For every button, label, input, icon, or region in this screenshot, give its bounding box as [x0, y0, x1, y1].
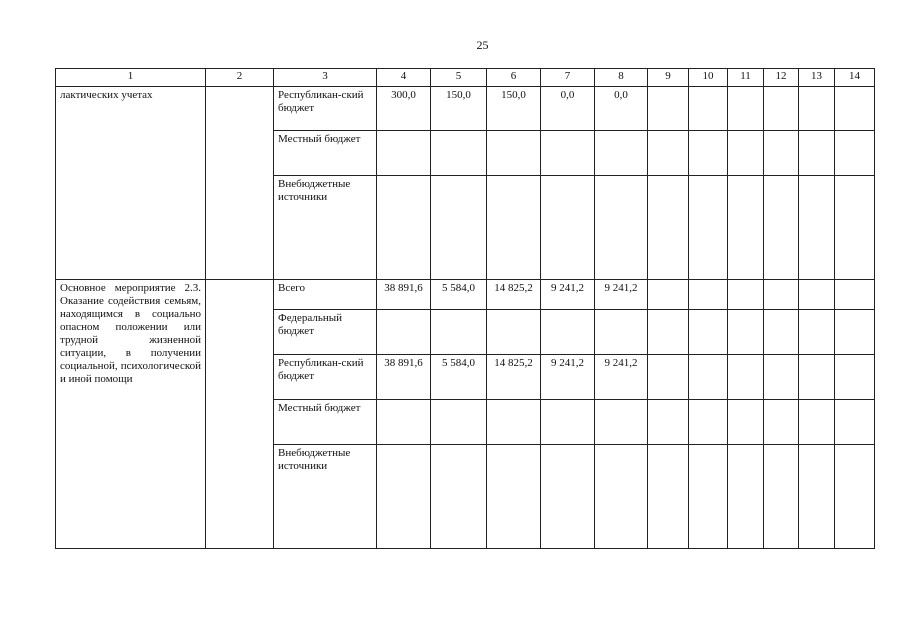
empty-cell: [728, 131, 764, 176]
value-cell: [431, 176, 487, 280]
header-row: [56, 69, 875, 87]
value-cell: 38 891,6: [377, 355, 431, 400]
empty-cell: [648, 176, 689, 280]
header-cell: 7: [541, 69, 595, 87]
empty-cell: [764, 355, 799, 400]
value-cell: [541, 131, 595, 176]
header-cell: 9: [648, 69, 689, 87]
value-cell: 9 241,2: [595, 355, 648, 400]
empty-cell: [835, 87, 875, 131]
empty-cell: [648, 445, 689, 549]
header-cell: 13: [799, 69, 835, 87]
empty-cell: [728, 310, 764, 355]
empty-cell: [728, 87, 764, 131]
value-cell: 150,0: [487, 87, 541, 131]
value-cell: 9 241,2: [541, 280, 595, 310]
value-cell: [431, 131, 487, 176]
funding-source-cell: Федеральный бюджет: [274, 310, 377, 355]
value-cell: 14 825,2: [487, 280, 541, 310]
value-cell: [595, 131, 648, 176]
value-cell: 5 584,0: [431, 280, 487, 310]
value-cell: [541, 310, 595, 355]
value-cell: [377, 310, 431, 355]
measure-cell: лактических учетах: [56, 87, 206, 280]
value-cell: [595, 400, 648, 445]
empty-cell: [764, 310, 799, 355]
empty-cell: [689, 280, 728, 310]
empty-cell: [799, 445, 835, 549]
funding-source-cell: Республикан-ский бюджет: [274, 355, 377, 400]
empty-cell: [835, 176, 875, 280]
empty-cell: [648, 355, 689, 400]
value-cell: [541, 445, 595, 549]
value-cell: 300,0: [377, 87, 431, 131]
empty-cell: [689, 131, 728, 176]
table-row: [56, 87, 875, 131]
empty-cell: [764, 445, 799, 549]
empty-cell: [689, 87, 728, 131]
empty-cell: [648, 400, 689, 445]
value-cell: [595, 176, 648, 280]
empty-cell: [799, 355, 835, 400]
empty-cell: [689, 400, 728, 445]
header-cell: 12: [764, 69, 799, 87]
executor-cell: [206, 87, 274, 280]
empty-cell: [835, 355, 875, 400]
value-cell: [487, 445, 541, 549]
empty-cell: [764, 87, 799, 131]
value-cell: [487, 310, 541, 355]
empty-cell: [689, 176, 728, 280]
empty-cell: [728, 400, 764, 445]
value-cell: [431, 310, 487, 355]
empty-cell: [835, 280, 875, 310]
empty-cell: [799, 280, 835, 310]
value-cell: [377, 445, 431, 549]
header-cell: 2: [206, 69, 274, 87]
funding-source-cell: Республикан-ский бюджет: [274, 87, 377, 131]
measure-cell: Основное мероприятие 2.3. Оказание содействия семьям, находящимся в социально опасном положении или трудной жизненной ситуации, в получении социальной, психологической и иной помощи: [56, 280, 206, 549]
header-cell: 8: [595, 69, 648, 87]
value-cell: [487, 131, 541, 176]
empty-cell: [728, 280, 764, 310]
value-cell: [595, 310, 648, 355]
header-cell: 10: [689, 69, 728, 87]
value-cell: [487, 400, 541, 445]
value-cell: 9 241,2: [595, 280, 648, 310]
value-cell: [595, 445, 648, 549]
empty-cell: [689, 355, 728, 400]
empty-cell: [799, 176, 835, 280]
empty-cell: [648, 310, 689, 355]
empty-cell: [648, 280, 689, 310]
table-row: [56, 280, 875, 310]
empty-cell: [648, 131, 689, 176]
value-cell: [431, 400, 487, 445]
empty-cell: [835, 310, 875, 355]
header-cell: 14: [835, 69, 875, 87]
value-cell: [431, 445, 487, 549]
funding-source-cell: Внебюджетные источники: [274, 445, 377, 549]
empty-cell: [764, 280, 799, 310]
header-cell: 5: [431, 69, 487, 87]
value-cell: 14 825,2: [487, 355, 541, 400]
header-cell: 1: [56, 69, 206, 87]
executor-cell: [206, 280, 274, 549]
empty-cell: [835, 445, 875, 549]
value-cell: [541, 400, 595, 445]
budget-table: [55, 68, 875, 549]
value-cell: 0,0: [595, 87, 648, 131]
empty-cell: [835, 400, 875, 445]
empty-cell: [799, 400, 835, 445]
funding-source-cell: Всего: [274, 280, 377, 310]
empty-cell: [799, 87, 835, 131]
empty-cell: [728, 445, 764, 549]
empty-cell: [728, 355, 764, 400]
value-cell: [377, 176, 431, 280]
value-cell: 9 241,2: [541, 355, 595, 400]
empty-cell: [689, 445, 728, 549]
header-cell: 3: [274, 69, 377, 87]
header-cell: 6: [487, 69, 541, 87]
empty-cell: [689, 310, 728, 355]
header-cell: 4: [377, 69, 431, 87]
value-cell: [541, 176, 595, 280]
empty-cell: [728, 176, 764, 280]
empty-cell: [648, 87, 689, 131]
empty-cell: [764, 400, 799, 445]
header-cell: 11: [728, 69, 764, 87]
funding-source-cell: Местный бюджет: [274, 131, 377, 176]
value-cell: [487, 176, 541, 280]
page-number: 25: [476, 38, 489, 52]
empty-cell: [799, 310, 835, 355]
value-cell: [377, 131, 431, 176]
value-cell: 0,0: [541, 87, 595, 131]
empty-cell: [764, 176, 799, 280]
value-cell: [377, 400, 431, 445]
value-cell: 150,0: [431, 87, 487, 131]
funding-source-cell: Местный бюджет: [274, 400, 377, 445]
value-cell: 38 891,6: [377, 280, 431, 310]
funding-source-cell: Внебюджетные источники: [274, 176, 377, 280]
empty-cell: [764, 131, 799, 176]
value-cell: 5 584,0: [431, 355, 487, 400]
empty-cell: [835, 131, 875, 176]
empty-cell: [799, 131, 835, 176]
